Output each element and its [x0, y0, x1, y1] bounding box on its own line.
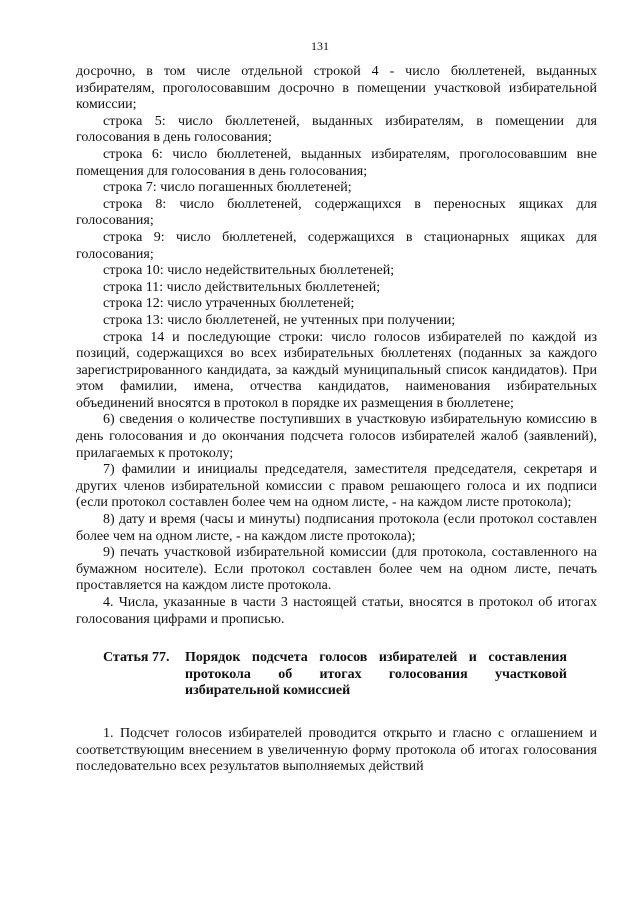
- paragraph: 1. Подсчет голосов избирателей проводится открыто и гласно с оглашением и соответствующим внесением в увеличенную форму протокола об итогах голосования последовательно всех результатов выполняемых действий: [76, 725, 597, 775]
- page-number: 131: [311, 39, 329, 53]
- paragraph: строка 8: число бюллетеней, содержащихся в переносных ящиках для голосования;: [76, 196, 597, 229]
- article-title: Порядок подсчета голосов избирателей и составления протокола об итогах голосования участковой избирательной комиссией: [185, 650, 567, 699]
- document-body: [76, 64, 597, 776]
- paragraph: 4. Числа, указанные в части 3 настоящей статьи, вносятся в протокол об итогах голосования цифрами и прописью.: [76, 595, 597, 627]
- paragraphs-bottom: [76, 726, 597, 776]
- article-number: Статья 77.: [103, 650, 170, 666]
- paragraph: строка 5: число бюллетеней, выданных избирателям, в помещении для голосования в день голосования;: [76, 113, 597, 146]
- paragraph: строка 12: число утраченных бюллетеней;: [103, 296, 355, 312]
- paragraphs-top: [76, 64, 597, 628]
- paragraph: строка 11: число действительных бюллетеней;: [103, 279, 381, 295]
- paragraph: строка 13: число бюллетеней, не учтенных при получении;: [103, 312, 456, 328]
- paragraph: 9) печать участковой избирательной комиссии (для протокола, составленного на бумажном носителе). Если протокол составлен более чем на одном листе, печать проставляется на каждом листе протокола.: [76, 545, 597, 594]
- paragraph: строка 10: число недействительных бюллетеней;: [103, 263, 395, 279]
- paragraph: строка 14 и последующие строки: число голосов избирателей по каждой из позиций, содержащихся во всех избирательных бюллетенях (поданных за каждого зарегистрированного кандидата, за каждый муниципальный список кандидатов). При этом фамилии, имена, отчества кандидатов, наименования избирательных объединений вносятся в протокол в порядке их размещения в бюллетене;: [76, 329, 597, 411]
- paragraph: строка 7: число погашенных бюллетеней;: [103, 180, 352, 196]
- paragraph: 7) фамилии и инициалы председателя, заместителя председателя, секретаря и других членов избирательной комиссии с правом решающего голоса и их подписи (если протокол составлен более чем на одном листе, - на каждом листе протокола);: [76, 462, 597, 511]
- paragraph: досрочно, в том числе отдельной строкой 4 - число бюллетеней, выданных избирателям, проголосовавшим досрочно в помещении участковой избирательной комиссии;: [76, 64, 597, 113]
- article-heading: [76, 650, 597, 700]
- paragraph: строка 6: число бюллетеней, выданных избирателям, проголосовавшим вне помещения для голосования в день голосования;: [76, 146, 597, 179]
- paragraph: 8) дату и время (часы и минуты) подписания протокола (если протокол составлен более чем на одном листе, - на каждом листе протокола);: [76, 512, 597, 544]
- paragraph: 6) сведения о количестве поступивших в участковую избирательную комиссию в день голосования и до окончания подсчета голосов избирателей жалоб (заявлений), прилагаемых к протоколу;: [76, 412, 597, 461]
- paragraph: строка 9: число бюллетеней, содержащихся в стационарных ящиках для голосования;: [76, 229, 597, 262]
